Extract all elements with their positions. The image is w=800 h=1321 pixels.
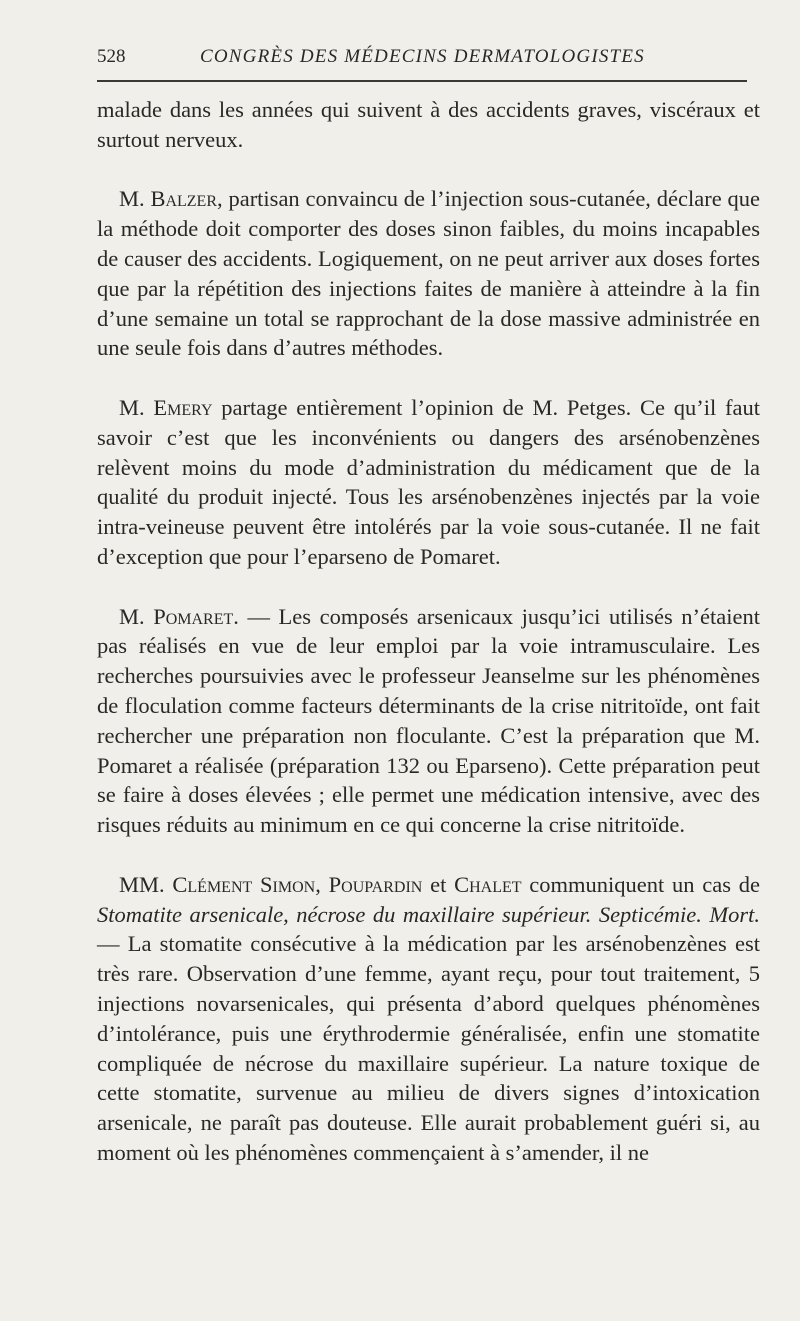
speaker-name: Pomaret [153,603,234,629]
page-header [97,40,760,74]
running-title: CONGRÈS DES MÉDECINS DERMATOLOGISTES [200,46,645,67]
paragraph-emery [97,393,760,572]
speaker-prefix: M. [119,186,151,212]
paragraph-clement-simon [97,870,760,1168]
paragraph-text: , partisan convaincu de l’injection sous-cutanée, déclare que la méthode doit comporter des doses sinon faibles, du moins incapables de causer des accidents. Logiquement, on ne peut arriver aux doses fortes que par la répétition des injections faites de manière à atteindre à la fin d’une semaine un total se rapprochant de la dose massive administrée en une seule fois dans d’autres méthodes. [97,186,760,361]
speaker-name: Chalet [454,871,522,897]
speaker-name: Poupardin [328,871,423,897]
speaker-name: Emery [153,394,213,420]
paragraph-balzer [97,184,760,363]
name-separator: , [315,871,329,897]
speaker-prefix: MM. [119,871,173,897]
paragraph-text: — La stomatite consécutive à la médication par les arsénobenzènes est très rare. Observation d’une femme, ayant reçu, pour tout traitement, 5 injections novarsenicales, qui présenta d’abord quelques phénomènes d’intolérance, puis une érythrodermie généralisée, enfin une stomatite compliquée de nécrose du maxillaire supérieur. La nature toxique de cette stomatite, survenue au milieu de divers signes d’intoxication arsenicale, ne paraît pas douteuse. Elle aurait probablement guéri si, au moment où les phénomènes commençaient à s’amender, il ne [97,931,760,1165]
paragraph-text: partage entièrement l’opinion de M. Petges. Ce qu’il faut savoir c’est que les inconvénients ou dangers des arsénobenzènes relèvent moins du mode d’administration du médicament que de la qualité du produit injecté. Tous les arsénobenzènes injectés par la voie intra-veineuse peuvent être intolérés par la voie sous-cutanée. Il ne fait d’exception que pour l’eparseno de Pomaret. [97,394,760,569]
paragraph-text: communiquent un cas de [521,871,761,897]
paragraph-text: . — Les composés arsenicaux jusqu’ici utilisés n’étaient pas réalisés en vue de leur emploi par la voie intramusculaire. Les recherches poursuivies avec le professeur Jeanselme sur les phénomènes de floculation comme facteurs déterminants de la crise nitritoïde, ont fait rechercher une préparation non floculante. C’est la préparation que M. Pomaret a réalisée (préparation 132 ou Eparseno). Cette préparation peut se faire à doses élevées ; elle permet une médication intensive, avec des risques réduits au minimum en ce qui concerne la crise nitritoïde. [97,603,760,838]
book-page [97,40,761,1165]
paragraph-continued [97,95,760,155]
speaker-name: Balzer [150,186,218,212]
speaker-prefix: M. [119,603,154,629]
speaker-prefix: M. [119,394,154,420]
name-separator: et [422,871,455,897]
body-text [97,95,760,1168]
header-rule [97,80,747,82]
speaker-name: Clément Simon [172,871,316,897]
case-title: Stomatite arsenicale, nécrose du maxillaire supérieur. Septicémie. Mort. [97,901,760,927]
paragraph-text: malade dans les années qui suivent à des accidents graves, viscéraux et surtout nerveux. [97,97,760,152]
paragraph-pomaret [97,602,760,840]
page-number: 528 [97,46,126,67]
